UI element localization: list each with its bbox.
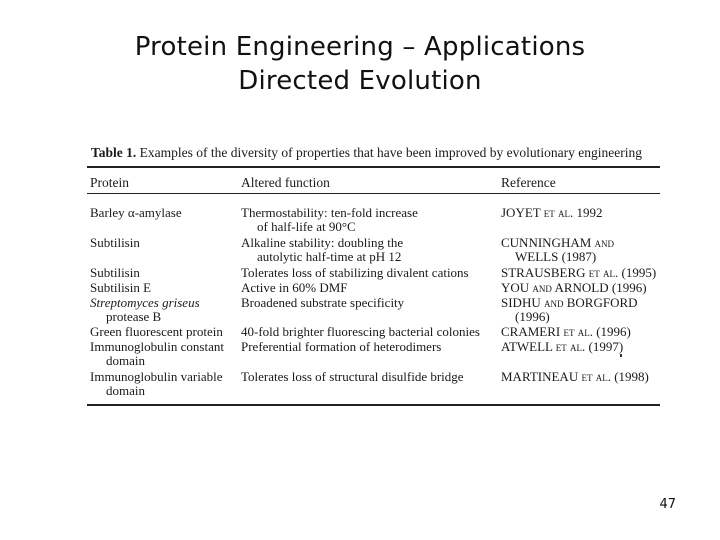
- table-row-3-reference: YOU and ARNOLD (1996): [501, 280, 647, 295]
- table-row-4-reference: SIDHU and BORGFORD: [501, 295, 638, 310]
- page-number: 47: [659, 497, 676, 512]
- slide-title: Protein Engineering – Applications: [134, 32, 586, 62]
- table-row-3-protein: Subtilisin E: [90, 280, 152, 295]
- table-row-0-reference: JOYET et al. 1992: [501, 205, 603, 220]
- table-row-1-protein: Subtilisin: [90, 235, 140, 250]
- table-row-6-reference: ATWELL et al. (1997): [501, 339, 624, 354]
- top-rule: [87, 166, 660, 168]
- table-row-1-reference: CUNNINGHAM and: [501, 235, 615, 250]
- header-altered-function: Altered function: [241, 175, 330, 190]
- table-row-1-reference-cont: WELLS (1987): [515, 249, 597, 264]
- table-row-0-function-cont: of half-life at 90°C: [257, 219, 356, 234]
- table-row-5-reference: CRAMERI et al. (1996): [501, 324, 631, 339]
- header-protein: Protein: [90, 175, 129, 190]
- table-row-7-protein: Immunoglobulin variable: [90, 369, 223, 384]
- table-row-0-function: Thermostability: ten-fold increase: [241, 205, 418, 220]
- caption-label: Table 1.: [91, 145, 137, 160]
- table-row-4-protein: Streptomyces griseus: [90, 295, 200, 310]
- table-row-5-protein: Green fluorescent protein: [90, 324, 223, 339]
- table-row-6-protein: Immunoglobulin constant: [90, 339, 224, 354]
- table-row-3-function: Active in 60% DMF: [241, 280, 348, 295]
- table-caption: [91, 145, 642, 161]
- table-row-1-function: Alkaline stability: doubling the: [241, 235, 404, 250]
- table-row-7-reference: MARTINEAU et al. (1998): [501, 369, 649, 384]
- slide-subtitle: Directed Evolution: [238, 66, 482, 96]
- table-scan: [84, 138, 660, 410]
- table-row-7-protein-cont: domain: [106, 383, 145, 398]
- table-row-4-protein-cont: protease B: [106, 309, 162, 324]
- table-row-2-reference: STRAUSBERG et al. (1995): [501, 265, 657, 280]
- table-row-2-function: Tolerates loss of stabilizing divalent cations: [241, 265, 469, 280]
- header-rule: [87, 193, 660, 194]
- caption-text: Examples of the diversity of properties that have been improved by evolutionary engineering: [136, 145, 643, 160]
- table-row-1-function-cont: autolytic half-time at pH 12: [257, 249, 402, 264]
- table-row-4-reference-cont: (1996): [515, 309, 550, 324]
- scan-speck: [620, 354, 622, 357]
- table-row-0-protein: Barley α-amylase: [90, 205, 182, 220]
- table-row-4-function: Broadened substrate specificity: [241, 295, 405, 310]
- table-row-6-function: Preferential formation of heterodimers: [241, 339, 442, 354]
- table-row-6-protein-cont: domain: [106, 353, 145, 368]
- table-row-2-protein: Subtilisin: [90, 265, 140, 280]
- table-row-5-function: 40-fold brighter fluorescing bacterial colonies: [241, 324, 480, 339]
- header-reference: Reference: [501, 175, 556, 190]
- bottom-rule: [87, 404, 660, 406]
- table-row-7-function: Tolerates loss of structural disulfide bridge: [241, 369, 464, 384]
